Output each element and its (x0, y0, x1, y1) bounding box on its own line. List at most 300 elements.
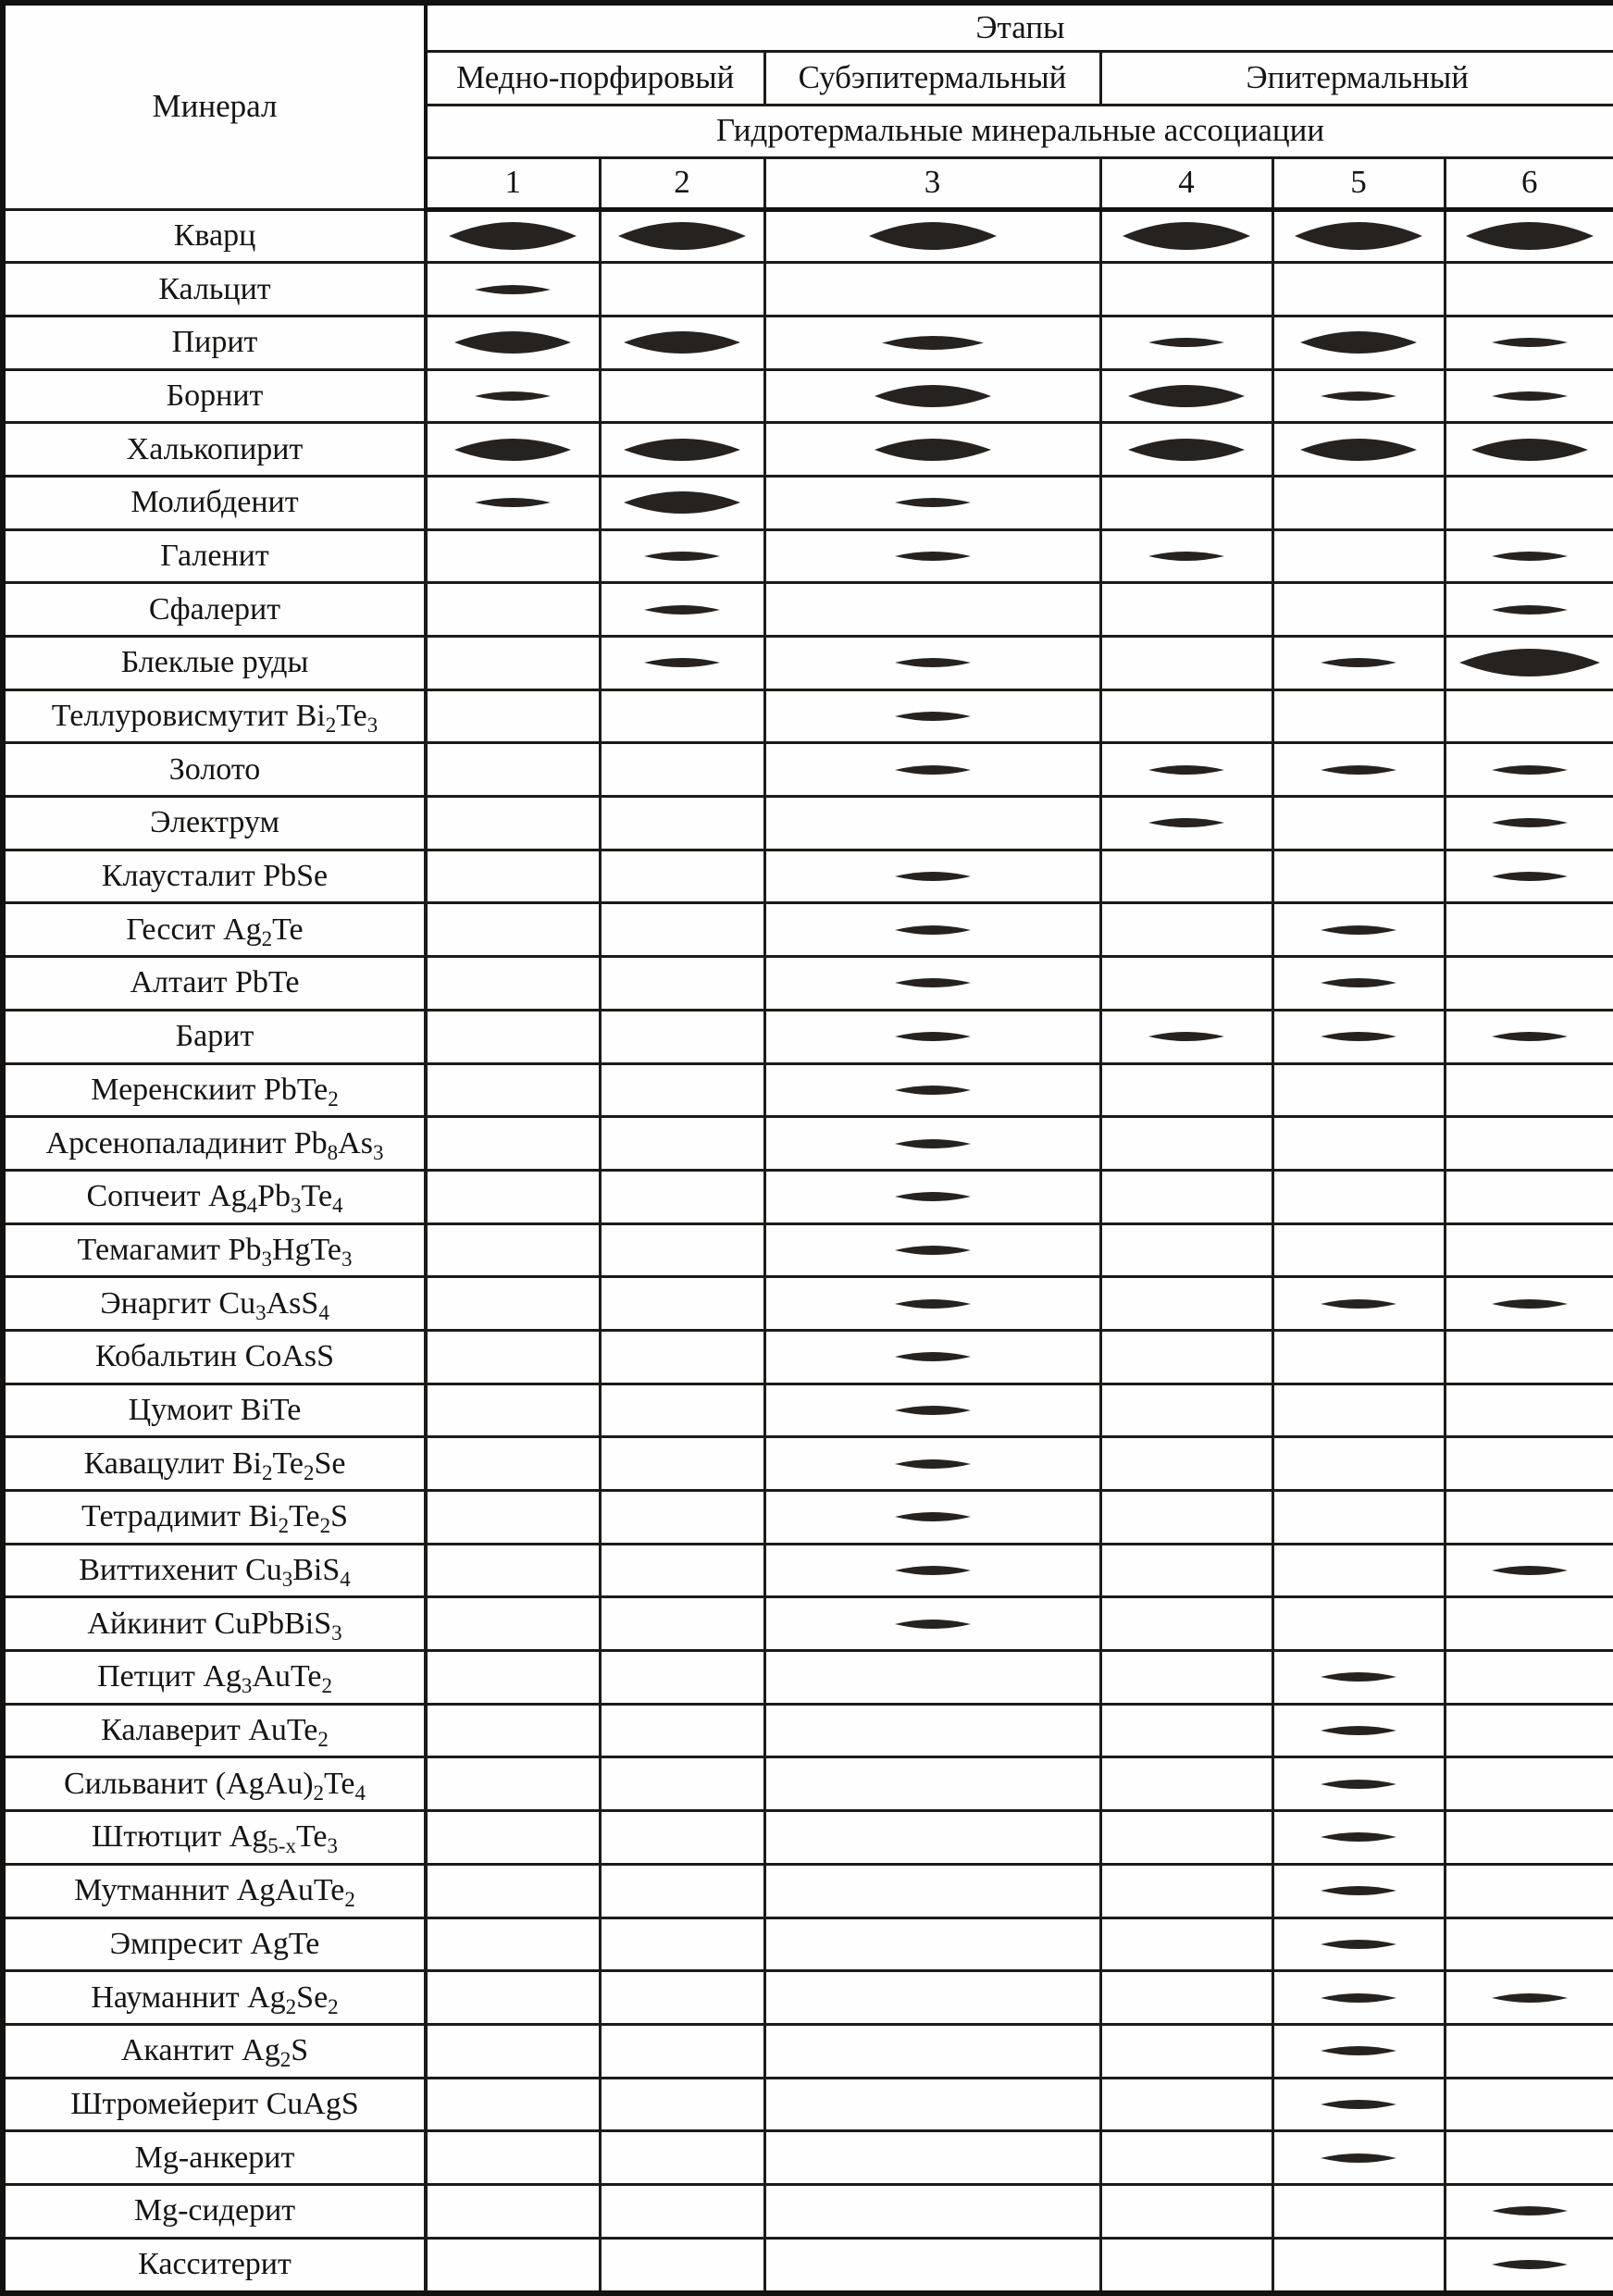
mineral-name: Кварц (3, 209, 426, 263)
empty-cell (1272, 1330, 1445, 1384)
empty-cell (1100, 1170, 1272, 1223)
empty-cell (1445, 1491, 1613, 1545)
empty-cell (1445, 689, 1613, 743)
abundance-cell (1272, 2131, 1445, 2185)
abundance-cell (1445, 529, 1613, 583)
mineral-name: Борнит (3, 369, 426, 423)
mineral-row (3, 637, 1613, 690)
abundance-cell (1272, 369, 1445, 423)
abundance-lens (1492, 552, 1568, 561)
mineral-formula: CoAsS (244, 1339, 334, 1374)
abundance-lens (1148, 765, 1224, 775)
empty-cell (764, 2024, 1100, 2078)
abundance-lens (1148, 338, 1224, 347)
abundance-lens (624, 439, 740, 461)
empty-cell (426, 2238, 600, 2293)
empty-cell (600, 1491, 764, 1545)
empty-cell (1272, 850, 1445, 903)
abundance-cell (1445, 637, 1613, 690)
abundance-cell (764, 529, 1100, 583)
empty-cell (426, 2131, 600, 2185)
empty-cell (764, 263, 1100, 316)
mineral-formula: $Ag_4Pb_3Te_4$ (208, 1179, 343, 1218)
abundance-lens (475, 285, 551, 294)
empty-cell (764, 1811, 1100, 1865)
mineral-row (3, 1971, 1613, 2025)
empty-cell (1272, 797, 1445, 850)
mineral-name: Тетрадимит $Bi_2Te_2S$ (3, 1491, 426, 1545)
empty-cell (764, 2238, 1100, 2293)
empty-cell (600, 797, 764, 850)
abundance-cell (1445, 1544, 1613, 1597)
empty-cell (600, 1330, 764, 1384)
mineral-formula: $Ag_3AuTe_2$ (203, 1659, 332, 1698)
abundance-cell (1272, 743, 1445, 797)
abundance-cell (764, 369, 1100, 423)
mineral-row (3, 1651, 1613, 1705)
empty-cell (426, 1917, 600, 1971)
abundance-lens (895, 1406, 971, 1415)
mineral-formula: PbSe (263, 859, 329, 894)
mineral-name: Блеклые руды (3, 637, 426, 690)
empty-cell (1445, 1384, 1613, 1437)
empty-cell (1272, 529, 1445, 583)
association-number-1: 1 (426, 157, 600, 209)
abundance-lens (895, 1192, 971, 1201)
mineral-name: Науманнит $Ag_2Se_2$ (3, 1971, 426, 2025)
abundance-cell (1445, 2238, 1613, 2293)
empty-cell (426, 1384, 600, 1437)
mineral-formula: $Ag_2Se_2$ (247, 1980, 339, 2018)
empty-cell (1100, 2078, 1272, 2131)
abundance-lens (895, 978, 971, 987)
mineral-row (3, 2184, 1613, 2238)
abundance-cell (600, 423, 764, 477)
empty-cell (1445, 903, 1613, 957)
abundance-cell (1100, 423, 1272, 477)
empty-cell (426, 797, 600, 850)
abundance-lens (1128, 439, 1245, 461)
abundance-cell (1272, 1971, 1445, 2025)
abundance-cell (1445, 583, 1613, 637)
empty-cell (600, 1063, 764, 1117)
empty-cell (1100, 1597, 1272, 1651)
abundance-cell (764, 1063, 1100, 1117)
abundance-lens (1321, 2153, 1396, 2163)
association-number-2: 2 (600, 157, 764, 209)
abundance-lens (1321, 1726, 1396, 1735)
empty-cell (600, 1437, 764, 1491)
abundance-cell (1100, 1010, 1272, 1063)
empty-cell (600, 1597, 764, 1651)
mineral-name: Энаргит $Cu_3AsS_4$ (3, 1277, 426, 1331)
abundance-lens (454, 439, 571, 461)
abundance-cell (600, 316, 764, 369)
empty-cell (426, 1704, 600, 1757)
abundance-cell (1272, 637, 1445, 690)
mineral-row (3, 476, 1613, 529)
abundance-lens (895, 552, 971, 561)
abundance-cell (426, 369, 600, 423)
abundance-cell (1445, 1277, 1613, 1331)
abundance-cell (1100, 529, 1272, 583)
abundance-lens (1492, 1566, 1568, 1575)
empty-cell (1445, 263, 1613, 316)
abundance-cell (1445, 316, 1613, 369)
empty-cell (1100, 1917, 1272, 1971)
abundance-cell (1100, 209, 1272, 263)
abundance-cell (764, 903, 1100, 957)
abundance-lens (882, 336, 984, 350)
abundance-lens (475, 498, 551, 507)
stage-subepithermal: Субэпитермальный (764, 51, 1100, 105)
empty-cell (1445, 1063, 1613, 1117)
abundance-lens (1295, 222, 1422, 250)
abundance-lens (1492, 605, 1568, 614)
empty-cell (426, 1330, 600, 1384)
empty-cell (1272, 476, 1445, 529)
mineral-formula: $Ag_{5-x}Te_3$ (229, 1819, 338, 1858)
mineral-name: Акантит $Ag_2S$ (3, 2024, 426, 2078)
abundance-lens (1321, 2046, 1396, 2055)
empty-cell (1445, 1757, 1613, 1811)
empty-cell (1445, 1651, 1613, 1705)
empty-cell (764, 1864, 1100, 1917)
empty-cell (1445, 1223, 1613, 1277)
stages-header: Этапы (426, 3, 1613, 51)
mineral-name: Электрум (3, 797, 426, 850)
abundance-cell (426, 423, 600, 477)
empty-cell (426, 1223, 600, 1277)
mineral-name: Золото (3, 743, 426, 797)
abundance-cell (1272, 1757, 1445, 1811)
abundance-lens (1321, 391, 1396, 401)
abundance-cell (426, 209, 600, 263)
abundance-cell (764, 1330, 1100, 1384)
empty-cell (1445, 1597, 1613, 1651)
empty-cell (600, 1811, 764, 1865)
empty-cell (600, 1117, 764, 1171)
mineral-name: Алтаит PbTe (3, 957, 426, 1011)
empty-cell (764, 2131, 1100, 2185)
mineral-name: Галенит (3, 529, 426, 583)
mineral-row (3, 1437, 1613, 1491)
empty-cell (426, 1010, 600, 1063)
mineral-formula: CuPbBiS$_3$ (214, 1606, 342, 1644)
mineral-formula: $Cu_3AsS_4$ (218, 1285, 329, 1324)
mineral-name: Штютцит $Ag_{5-x}Te_3$ (3, 1811, 426, 1865)
mineral-formula: $Ag_2S$ (242, 2033, 309, 2072)
abundance-lens (644, 552, 720, 561)
abundance-cell (764, 1223, 1100, 1277)
empty-cell (764, 797, 1100, 850)
abundance-lens (1459, 649, 1600, 676)
empty-cell (1445, 1437, 1613, 1491)
empty-cell (1445, 2024, 1613, 2078)
mineral-formula: PbTe$_2$ (263, 1072, 339, 1111)
mineral-formula: $Bi_2Te_2S$ (248, 1499, 349, 1538)
mineral-name: Штромейерит CuAgS (3, 2078, 426, 2131)
abundance-cell (764, 316, 1100, 369)
abundance-cell (1272, 1277, 1445, 1331)
empty-cell (426, 1437, 600, 1491)
empty-cell (426, 1063, 600, 1117)
empty-cell (1272, 263, 1445, 316)
empty-cell (1100, 2024, 1272, 2078)
mineral-name: Mg-сидерит (3, 2184, 426, 2238)
abundance-lens (1321, 1940, 1396, 1949)
abundance-lens (1321, 1832, 1396, 1842)
abundance-lens (1321, 1032, 1396, 1041)
abundance-cell (1445, 797, 1613, 850)
abundance-lens (895, 1032, 971, 1041)
abundance-cell (600, 637, 764, 690)
empty-cell (600, 1864, 764, 1917)
empty-cell (1445, 1170, 1613, 1223)
abundance-lens (618, 222, 746, 250)
abundance-cell (764, 1437, 1100, 1491)
stage-epithermal: Эпитермальный (1100, 51, 1613, 105)
mineral-formula: $Pb_8As_3$ (293, 1125, 384, 1164)
abundance-lens (895, 1086, 971, 1095)
mineral-row (3, 1491, 1613, 1545)
empty-cell (1100, 957, 1272, 1011)
mineral-name: Сфалерит (3, 583, 426, 637)
abundance-cell (764, 1384, 1100, 1437)
empty-cell (1100, 583, 1272, 637)
mineral-name: Гессит $Ag_2Te$ (3, 903, 426, 957)
empty-cell (426, 1170, 600, 1223)
mineral-row (3, 1864, 1613, 1917)
abundance-lens (1466, 222, 1594, 250)
abundance-lens (895, 712, 971, 721)
abundance-cell (1272, 1917, 1445, 1971)
abundance-lens (1492, 872, 1568, 881)
mineral-row (3, 583, 1613, 637)
abundance-cell (1272, 2078, 1445, 2131)
abundance-cell (1272, 1010, 1445, 1063)
mineral-name: Касситерит (3, 2238, 426, 2293)
empty-cell (426, 1811, 600, 1865)
abundance-lens (1492, 2206, 1568, 2215)
empty-cell (1100, 1223, 1272, 1277)
mineral-formula: CuAgS (266, 2086, 359, 2121)
empty-cell (1445, 1864, 1613, 1917)
empty-cell (764, 583, 1100, 637)
mineral-formula: AgTe (250, 1926, 320, 1961)
empty-cell (1272, 1544, 1445, 1597)
empty-cell (600, 1757, 764, 1811)
abundance-lens (1492, 338, 1568, 347)
empty-cell (600, 263, 764, 316)
empty-cell (1100, 850, 1272, 903)
abundance-lens (1492, 818, 1568, 827)
abundance-lens (1321, 925, 1396, 935)
abundance-cell (1272, 957, 1445, 1011)
empty-cell (764, 2184, 1100, 2238)
abundance-cell (764, 689, 1100, 743)
empty-cell (764, 1971, 1100, 2025)
abundance-lens (1471, 439, 1588, 461)
empty-cell (1100, 1277, 1272, 1331)
empty-cell (764, 1651, 1100, 1705)
mineral-formula: PbTe (235, 965, 300, 1000)
abundance-lens (1321, 1886, 1396, 1895)
mineral-row (3, 1597, 1613, 1651)
abundance-cell (1445, 850, 1613, 903)
empty-cell (426, 1544, 600, 1597)
mineral-row (3, 903, 1613, 957)
empty-cell (1100, 476, 1272, 529)
empty-cell (1100, 1330, 1272, 1384)
abundance-cell (1100, 743, 1272, 797)
empty-cell (1100, 2184, 1272, 2238)
empty-cell (600, 1544, 764, 1597)
mineral-name: Темагамит $Pb_3HgTe_3$ (3, 1223, 426, 1277)
abundance-lens (449, 222, 577, 250)
abundance-cell (1272, 1651, 1445, 1705)
abundance-lens (1321, 2100, 1396, 2109)
abundance-lens (624, 331, 740, 354)
mineral-row (3, 1384, 1613, 1437)
empty-cell (1445, 2078, 1613, 2131)
empty-cell (1445, 957, 1613, 1011)
empty-cell (426, 2078, 600, 2131)
mineral-name: Петцит $Ag_3AuTe_2$ (3, 1651, 426, 1705)
abundance-lens (895, 765, 971, 775)
abundance-cell (426, 316, 600, 369)
empty-cell (1272, 583, 1445, 637)
mineral-row (3, 1330, 1613, 1384)
empty-cell (426, 957, 600, 1011)
mineral-name: Виттихенит $Cu_3BiS_4$ (3, 1544, 426, 1597)
mineral-name: Кальцит (3, 263, 426, 316)
mineral-name: Халькопирит (3, 423, 426, 477)
mineral-row (3, 2131, 1613, 2185)
abundance-lens (475, 391, 551, 401)
empty-cell (600, 2131, 764, 2185)
empty-cell (426, 2184, 600, 2238)
empty-cell (600, 1384, 764, 1437)
mineral-row (3, 1757, 1613, 1811)
abundance-cell (1272, 2024, 1445, 2078)
abundance-cell (600, 583, 764, 637)
abundance-cell (1100, 369, 1272, 423)
abundance-cell (764, 476, 1100, 529)
mineral-row (3, 2078, 1613, 2131)
mineral-formula: $Bi_2Te_3$ (295, 699, 378, 738)
mineral-row (3, 2024, 1613, 2078)
abundance-lens (895, 925, 971, 935)
mineral-row (3, 316, 1613, 369)
empty-cell (600, 2184, 764, 2238)
mineral-row (3, 263, 1613, 316)
empty-cell (1100, 1651, 1272, 1705)
mineral-formula: AgAuTe$_2$ (236, 1873, 355, 1912)
mineral-formula: $Cu_3BiS_4$ (245, 1553, 351, 1592)
mineral-row (3, 209, 1613, 263)
mineral-row (3, 957, 1613, 1011)
abundance-lens (1123, 222, 1250, 250)
mineral-name: Цумоит BiTe (3, 1384, 426, 1437)
mineral-row (3, 423, 1613, 477)
abundance-lens (1321, 1993, 1396, 2003)
empty-cell (1272, 1117, 1445, 1171)
mineral-column-header: Минерал (3, 3, 426, 209)
abundance-lens (895, 1246, 971, 1255)
empty-cell (1272, 1223, 1445, 1277)
mineral-name: Сильванит $(AgAu)_2Te_4$ (3, 1757, 426, 1811)
mineral-formula: BiTe (240, 1392, 302, 1427)
mineral-formula: $(AgAu)_2Te_4$ (215, 1766, 366, 1805)
abundance-lens (895, 658, 971, 667)
empty-cell (600, 2024, 764, 2078)
abundance-cell (764, 1170, 1100, 1223)
abundance-lens (624, 491, 740, 514)
empty-cell (1100, 2131, 1272, 2185)
abundance-lens (454, 331, 571, 354)
mineral-name: Мутманнит AgAuTe$_2$ (3, 1864, 426, 1917)
mineral-row (3, 1223, 1613, 1277)
empty-cell (426, 1277, 600, 1331)
mineral-name: Меренскиит PbTe$_2$ (3, 1063, 426, 1117)
empty-cell (600, 369, 764, 423)
abundance-cell (1272, 316, 1445, 369)
abundance-cell (1445, 743, 1613, 797)
mineral-formula: $Pb_3HgTe_3$ (228, 1232, 353, 1271)
association-number-5: 5 (1272, 157, 1445, 209)
empty-cell (426, 529, 600, 583)
empty-cell (600, 1277, 764, 1331)
empty-cell (1100, 903, 1272, 957)
empty-cell (600, 689, 764, 743)
abundance-lens (895, 872, 971, 881)
mineral-name: Mg-анкерит (3, 2131, 426, 2185)
empty-cell (1100, 263, 1272, 316)
abundance-cell (764, 1010, 1100, 1063)
mineral-formula: $Bi_2Te_2Se$ (231, 1446, 346, 1484)
empty-cell (600, 2238, 764, 2293)
empty-cell (1272, 1384, 1445, 1437)
abundance-cell (764, 637, 1100, 690)
empty-cell (426, 1971, 600, 2025)
empty-cell (600, 903, 764, 957)
mineral-row (3, 369, 1613, 423)
mineral-row (3, 1170, 1613, 1223)
empty-cell (764, 1917, 1100, 1971)
abundance-lens (1128, 385, 1245, 407)
abundance-cell (426, 476, 600, 529)
abundance-lens (644, 658, 720, 667)
abundance-lens (1321, 1672, 1396, 1682)
mineral-row (3, 2238, 1613, 2293)
empty-cell (1100, 689, 1272, 743)
abundance-lens (1492, 391, 1568, 401)
empty-cell (600, 957, 764, 1011)
abundance-cell (600, 209, 764, 263)
empty-cell (1100, 1384, 1272, 1437)
abundance-cell (1100, 316, 1272, 369)
empty-cell (1100, 1544, 1272, 1597)
mineral-name: Калаверит AuTe$_2$ (3, 1704, 426, 1757)
empty-cell (426, 1597, 600, 1651)
abundance-cell (1445, 1010, 1613, 1063)
abundance-lens (1300, 331, 1417, 354)
empty-cell (1445, 1330, 1613, 1384)
empty-cell (426, 1117, 600, 1171)
mineral-row (3, 1117, 1613, 1171)
abundance-lens (1492, 2260, 1568, 2269)
